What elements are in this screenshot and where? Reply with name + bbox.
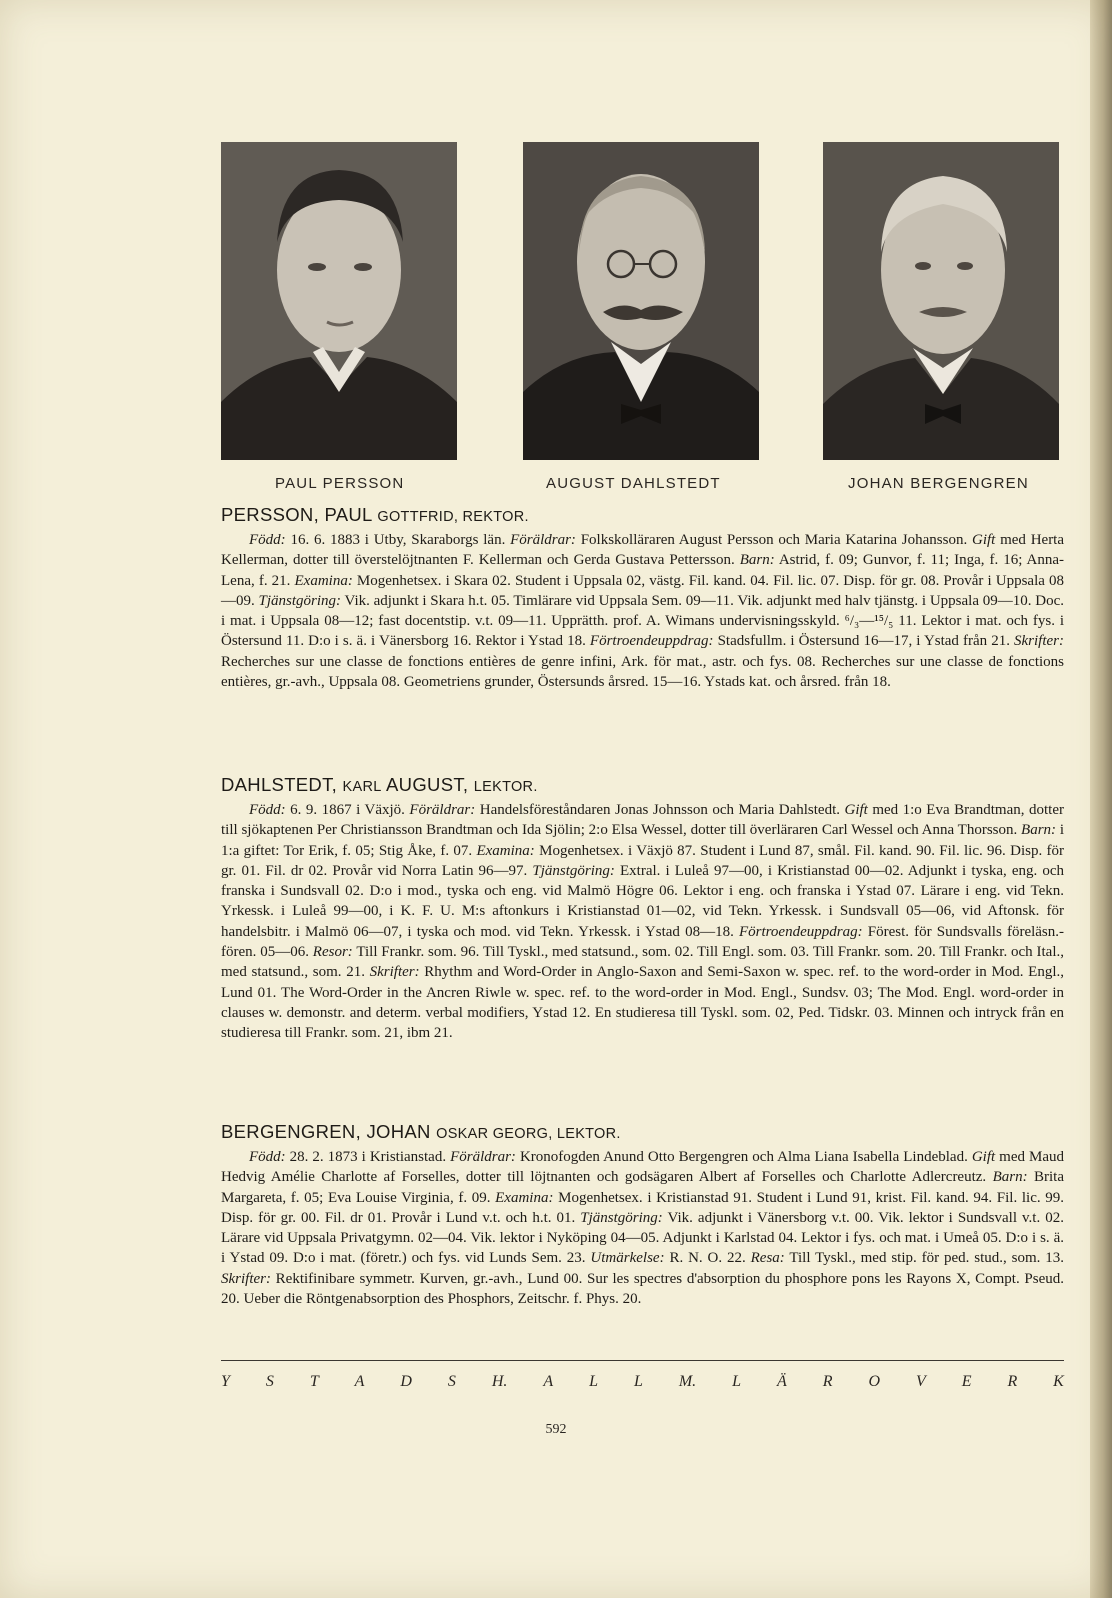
field-label: Skrifter: — [1014, 633, 1064, 650]
entry-persson — [221, 503, 1064, 692]
field-text: Extral. i Luleå 97—00, i Kristianstad 00—02. Adjunkt i tyska, eng. och franska i Sundsvall 02. D:o i mod., tyska och eng. vid Malmö Högre 06. Lektor i eng. och franska i Ystad 07. Lärare i eng. vid Tekn. Yrkessk. i Luleå 99—00, i K. F. U. M:s aftonkurs i Kristianstad 01—02, vid Tekn. Yrkessk. i Sundsvall 05—06, vid Aftonsk. för handelsbitr. i Malmö 06—07, i tyska och mod. vid Tekn. Yrkessk. i Ystad 08—18. — [221, 862, 1064, 940]
field-label: Tjänstgöring: — [580, 1209, 663, 1226]
field-text: Förest. för Sundsvalls föreläsn.-fören. 05—06. — [221, 923, 1065, 961]
field-label: Examina: — [476, 842, 535, 859]
field-label: Utmärkelse: — [590, 1250, 665, 1267]
entry-title: LEKTOR. — [473, 779, 538, 795]
footer-letter: M. — [678, 1373, 697, 1390]
portrait-johan-bergengren — [823, 142, 1059, 460]
field-text: med Herta Kellerman, dotter till överstelöjtnanten F. Kellerman och Gerda Gustava Pettersson. — [221, 532, 1065, 569]
footer-letter: R — [822, 1373, 833, 1390]
entry-surname: BERGENGREN, JOHAN — [221, 1121, 431, 1142]
field-label: Född: — [249, 532, 286, 548]
field-text: Vik. adjunkt i Skara h.t. 05. Timlärare vid Uppsala Sem. 09—11. Vik. adjunkt med halv tjänstg. i Uppsala 09—10. Doc. i mat. i Uppsala 08—12; fast docentstip. v.t. 09—11. Upprätth. prof. A. Wimans undervisningsskyld. ⁶/₃—¹⁵/₅ 11. Lektor i mat. och fys. i Östersund 11. D:o i s. ä. i Vänersborg 16. Rektor i Ystad 18. — [221, 592, 1064, 650]
field-text: Mogenhetsex. i Kristianstad 91. Student i Lund 91, krist. Fil. kand. 94. Fil. lic. 99. Disp. för gr. 00. Fil. dr 01. Provår i Lund v.t. och h.t. 01. — [221, 1189, 1064, 1226]
entry-given-name-caps: AUGUST, — [386, 774, 469, 795]
footer-letter: V — [915, 1373, 926, 1390]
footer-letter: A — [354, 1373, 365, 1390]
field-label: Resor: — [312, 944, 353, 961]
entry-title: GOTTFRID, REKTOR. — [377, 509, 529, 525]
footer-letter: D — [400, 1373, 412, 1390]
caption-august-dahlstedt: AUGUST DAHLSTEDT — [546, 475, 721, 492]
field-label: Skrifter: — [221, 1270, 271, 1287]
portrait-august-dahlstedt — [523, 142, 759, 460]
field-text: Rhythm and Word-Order in Anglo-Saxon and Semi-Saxon w. spec. ref. to the word-order in Mod. Engl., Lund 01. The Word-Order in the Ancren Riwle w. spec. ref. to the word-order in Mod. Engl., Sundsv. 03; The Mod. Engl. word-order in clauses w. demonstr. and determ. verbal modifiers, Ystad 12. En studieresa till Tyskl. som. 02, Ped. Tidskr. 03. Minnen och intryck från en studieresa till Frankr. som. 21, ibm 21. — [221, 964, 1065, 1042]
field-label: Gift — [971, 1149, 996, 1165]
footer-letter: L — [633, 1373, 643, 1390]
field-label: Förtroendeuppdrag: — [738, 923, 863, 940]
field-label: Föräldrar: — [450, 1149, 516, 1165]
field-text: 16. 6. 1883 i Utby, Skaraborgs län. — [285, 532, 511, 548]
entry-heading — [221, 1120, 1064, 1146]
field-label: Barn: — [739, 552, 775, 569]
caption-paul-persson: PAUL PERSSON — [275, 475, 405, 492]
footer-letter: H. — [491, 1373, 508, 1390]
entry-body — [221, 1147, 1064, 1309]
footer-letter: R — [1007, 1373, 1018, 1390]
field-label: Född: — [249, 802, 286, 818]
field-text: Vik. adjunkt i Vänersborg v.t. 00. Vik. lektor i Sundsvall v.t. 02. Lärare vid Uppsala Privatgymn. 02—04. Vik. lektor i Nyköping 04—05. Adjunkt i Karlstad 04. Lektor i fys. och mat. i Umeå 05. D:o i s. ä. i Ystad 09. D:o i mat. (företr.) och fys. vid Lunds Sem. 23. — [221, 1209, 1064, 1267]
field-label: Examina: — [294, 572, 353, 589]
entry-surname: PERSSON, PAUL — [221, 504, 372, 525]
footer-letter: A — [543, 1373, 554, 1390]
field-text: R. N. O. 22. — [664, 1250, 751, 1267]
field-text: 6. 9. 1867 i Växjö. — [285, 802, 410, 818]
field-label: Resa: — [750, 1250, 785, 1267]
footer-letter: Ä — [776, 1373, 787, 1390]
entry-given-name: KARL — [342, 779, 382, 795]
footer-letter: L — [732, 1373, 742, 1390]
footer-letter: L — [589, 1373, 599, 1390]
field-text: Kronofogden Anund Otto Bergengren och Alma Liana Isabella Lindeblad. — [515, 1149, 972, 1165]
footer-rule — [221, 1360, 1064, 1361]
field-text: 28. 2. 1873 i Kristianstad. — [285, 1149, 451, 1165]
field-label: Föräldrar: — [510, 532, 576, 548]
footer-letter: K — [1053, 1373, 1064, 1390]
entry-surname: DAHLSTEDT, — [221, 774, 338, 795]
footer-letter: Y — [221, 1373, 230, 1390]
field-text: Mogenhetsex. i Växjö 87. Student i Lund 87, smål. Fil. kand. 90. Fil. lic. 96. Disp. för gr. 01. Fil. dr 02. Provår vid Norra Latin 96—97. — [221, 842, 1065, 879]
field-label: Barn: — [1021, 822, 1057, 839]
field-label: Förtroendeuppdrag: — [589, 633, 714, 650]
field-text: Till Frankr. som. 96. Till Tyskl., med statsund., som. 02. Till Engl. som. 03. Till Frankr. som. 20. Till Frankr. och Ital., med statsund., som. 21. — [221, 944, 1064, 981]
field-label: Tjänstgöring: — [532, 862, 615, 879]
footer-letter: O — [868, 1373, 881, 1390]
page-gutter — [1090, 0, 1112, 1598]
field-label: Född: — [249, 1149, 286, 1165]
field-text: Handelsföreståndaren Jonas Johnsson och Maria Dahlstedt. — [475, 802, 845, 818]
field-text: med Maud Hedvig Amélie Charlotte af Forselles, dotter till löjtnanten och godsägaren Albert af Forselles och Charlotte Adlercreutz. — [221, 1149, 1064, 1186]
entry-title: OSKAR GEORG, LEKTOR. — [436, 1126, 621, 1142]
field-label: Gift — [971, 532, 996, 548]
entry-heading — [221, 503, 1064, 529]
field-text: Brita Margareta, f. 05; Eva Louise Virginia, f. 09. — [221, 1169, 1065, 1206]
field-label: Tjänstgöring: — [258, 592, 342, 609]
entry-dahlstedt — [221, 773, 1064, 1044]
entry-heading — [221, 773, 1064, 799]
caption-johan-bergengren: JOHAN BERGENGREN — [848, 475, 1029, 492]
field-text: Mogenhetsex. i Skara 02. Student i Uppsala 02, västg. Fil. kand. 04. Fil. lic. 07. Disp. för gr. 08. Provår i Uppsala 08—09. — [221, 572, 1065, 609]
field-text: i 1:a giftet: Tor Erik, f. 05; Stig Åke, f. 07. — [221, 822, 1064, 859]
entry-body — [221, 530, 1064, 692]
page-number: 592 — [545, 1422, 567, 1437]
footer-letter: E — [961, 1373, 972, 1390]
field-label: Barn: — [992, 1169, 1028, 1186]
field-text: Astrid, f. 09; Gunvor, f. 11; Inga, f. 16; Anna-Lena, f. 21. — [221, 552, 1064, 589]
entry-bergengren — [221, 1120, 1064, 1309]
field-label: Gift — [844, 802, 868, 818]
footer-letter: S — [447, 1373, 456, 1390]
field-label: Skrifter: — [369, 964, 420, 981]
field-text: med 1:o Eva Brandtman, dotter till sjökaptenen Per Christiansson Brandtman och Ida Sjölin; 2:o Elsa Wessel, dotter till överläraren Carl Wessel och Anna Thorsson. — [221, 802, 1064, 839]
field-label: Föräldrar: — [409, 802, 476, 818]
footer-letter: T — [309, 1373, 319, 1390]
field-text: Rektifinibare symmetr. Kurven, gr.-avh., Lund 00. Sur les spectres d'absorption du phosphore pons les Rayons X, Compt. Pseud. 20. Ueber die Röntgenabsorption des Phosphors, Zeitschr. f. Phys. 20. — [221, 1270, 1064, 1308]
entry-body — [221, 800, 1064, 1044]
field-text: Folkskolläraren August Persson och Maria Katarina Johansson. — [575, 532, 972, 548]
running-footer — [221, 1373, 1064, 1391]
field-label: Examina: — [495, 1189, 554, 1206]
field-text: Till Tyskl., med stip. för ped. stud., som. 13. — [784, 1250, 1065, 1267]
footer-letter: S — [265, 1373, 274, 1390]
field-text: Recherches sur une classe de fonctions entières de genre infini, Ark. för mat., astr. och fys. 08. Recherches sur une classe de fonctions entières, gr.-avh., Uppsala 08. Geometriens grunder, Östersunds årsred. 15—16. Ystads kat. och årsred. från 18. — [221, 653, 1064, 691]
field-text: Stadsfullm. i Östersund 16—17, i Ystad från 21. — [713, 633, 1014, 650]
portrait-paul-persson — [221, 142, 457, 460]
